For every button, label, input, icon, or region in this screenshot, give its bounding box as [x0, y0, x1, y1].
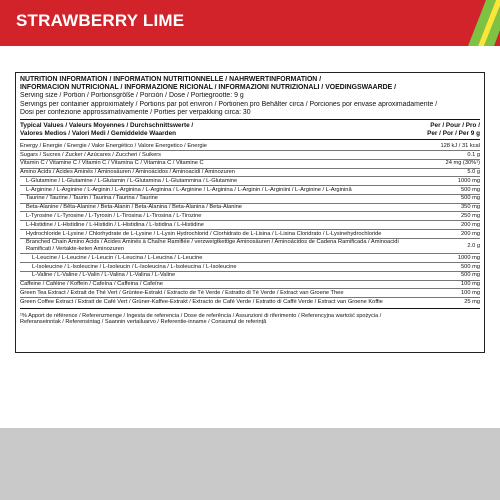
diagonal-stripes-decoration [440, 0, 500, 46]
servings-per-container-2: Dosi per confezione approssimativamente / Porties per verpakking circa: 30 [20, 108, 251, 116]
row-label: Sugars / Sucres / Zucker / Azúcares / Zuccheri / Suikers [20, 151, 161, 158]
row-label: L-Arginine / L-Arginine / L-Arginin / L-Arginina / L-Arginina / L-Arginine / L-Arginina / L-Arginin / L-Arginiini / L-Arginine / L-Arginină [26, 186, 352, 193]
table-row-valine [20, 272, 480, 280]
table-row-lysine [20, 230, 480, 238]
table-row-glutamine [20, 177, 480, 185]
servings-per-container-1: Servings per container approximately / Portions par pot environ / Portionen pro Behälter circa / Porciones por envase aproximadamente / [20, 100, 438, 108]
typical-values-label-2: Valores Medios / Valori Medi / Gemiddelde Waarden [20, 129, 177, 137]
column-header [20, 122, 480, 137]
table-row-energy [20, 142, 480, 150]
nutrition-heading [20, 76, 480, 117]
table-row-tyrosine [20, 212, 480, 220]
row-label: L-Histidine / L-Histidine / L-Histidin / L-Histidina / L-Istidina / L-Histidine [26, 221, 204, 228]
row-value: 24 mg (30%¹) [445, 160, 480, 167]
row-value: 1000 mg [457, 177, 480, 184]
table-row-isoleucine [20, 263, 480, 271]
row-label: L-Glutamine / L-Glutamine / L-Glutamin / L-Glutamina / L-Glutammina / L-Glutamine [26, 177, 238, 184]
row-value: 2.0 g [467, 242, 480, 249]
per-serving-label-2: Per / Por / Per 9 g [427, 129, 480, 137]
heading-line-1: NUTRITION INFORMATION / INFORMATION NUTRITIONNELLE / NÄHRWERTINFORMATION / [20, 76, 322, 83]
row-value: 200 mg [461, 221, 480, 228]
serving-size: Serving size / Portion / Portionsgröße / Porción / Dose / Portiegrootte: 9 g [20, 92, 244, 100]
table-row-beta-alanine [20, 204, 480, 212]
row-value: 100 mg [461, 281, 480, 288]
row-label: Caffeine / Caféine / Koffein / Cafeína / Caffeina / Cafeïne [20, 281, 163, 288]
table-row-histidine [20, 221, 480, 229]
table-row-caffeine [20, 281, 480, 289]
row-label: Green Tea Extract / Extrait de Thé Vert / Grüntee-Extrakt / Extracto de Té Verde / Estratto di Tè Verde / Extract van Groene Thee [20, 289, 344, 296]
per-serving-label-1: Per / Pour / Pro / [430, 122, 480, 130]
row-label: Vitamin C / Vitamine C / Vitamin C / Vitamina C / Vitamina C / Vitamine C [20, 160, 204, 167]
nutrition-rows [20, 142, 480, 306]
header-band [0, 0, 500, 46]
row-label: Amino Acids / Acides Aminés / Aminosäuren / Aminoácidos / Aminoacidi / Aminozuren [20, 169, 235, 176]
table-row-taurine [20, 195, 480, 203]
table-row-sugars [20, 151, 480, 159]
row-label: L-Isoleucine / L-Isoleucine / L-Isoleucin / L-Isoleucina / L-Isoleucina / L-Isoleucine [32, 263, 237, 270]
footer-band [0, 428, 500, 500]
row-label: Beta-Alanine / Bêta-Alanine / Beta-Alanin / Beta-Alanina / Beta-Alanina / Beta-Alanine [26, 204, 242, 211]
row-label: Green Coffee Extract / Extrait de Café Vert / Grüner-Kaffee-Extrakt / Extracto de Café Verde / Estratto di Caffè Verde / Extract van Groene Koffie [20, 298, 383, 305]
row-value: 5.0 g [467, 169, 480, 176]
row-value: 250 mg [461, 213, 480, 220]
row-label: L-Valine / L-Valine / L-Valin / L-Valina / L-Valina / L-Valine [32, 272, 176, 279]
row-value: 100 mg [461, 289, 480, 296]
divider [20, 308, 480, 309]
row-label: Energy / Énergie / Energie / Valor Energético / Valore Energetico / Energie [20, 142, 207, 149]
row-label: Taurine / Taurine / Taurin / Taurina / Taurina / Taurine [26, 195, 158, 202]
row-value: 500 mg [461, 195, 480, 202]
table-row-green-coffee [20, 298, 480, 306]
typical-values-label-1: Typical Values / Valeurs Moyennes / Durchschnittswerte / [20, 122, 194, 130]
divider [20, 119, 480, 120]
divider [20, 139, 480, 140]
row-value: 0.1 g [467, 151, 480, 158]
row-value: 500 mg [461, 186, 480, 193]
footnote-line-2: Referanseinntak / Referensintag / Saannin vertailuarvo / Referentie-inname / Consumul de referință [20, 319, 267, 326]
row-value: 500 mg [461, 263, 480, 270]
row-value: 200 mg [461, 230, 480, 237]
row-value: 500 mg [461, 272, 480, 279]
table-row-arginine [20, 186, 480, 194]
row-value: 350 mg [461, 204, 480, 211]
row-label: Hydrochloride L-Lysine / Chlorhydrate de L-Lysine / L-Lysin Hydrochlorid / Clorhidrato de L-Lisina / L-Lisina Cloridrato / L-Lysinehydrochloride [26, 230, 382, 237]
footnote-line-1: ¹% Apport de référence / Referenzmenge / Ingesta de referencia / Dose de referência / Assunzioni di riferimento / Referencyjna wartość spożycia / [20, 312, 382, 319]
footnote [20, 311, 480, 326]
row-label: Branched Chain Amino Acids / Acides Aminés à Chaîne Ramifiée / verzweigtkettige Aminosäuren / Aminoácidos de Cadena Ramificada / Aminoacidi Ramificati / Vertakte-keten Aminozuren [26, 239, 399, 252]
product-flavor-title: STRAWBERRY LIME [16, 11, 185, 30]
row-value: 1000 mg [457, 254, 480, 261]
table-row-leucine [20, 254, 480, 262]
table-row-bcaa [20, 239, 480, 253]
row-value: 25 mg [464, 298, 480, 305]
heading-line-2: INFORMACIÓN NUTRICIONAL / INFORMAZIONE RICIONAL / INFORMAZIONI NUTRIZIONALI / VOEDINGSWAARDE / [20, 84, 397, 92]
row-label: L-Leucine / L-Leucine / L-Leucin / L-Leucina / L-Leucina / L-Leucine [32, 254, 203, 261]
row-label: L-Tyrosine / L-Tyrosine / L-Tyrosin / L-Tirosina / L-Tirosina / L-Tirozine [26, 213, 202, 220]
table-row-amino-acids [20, 169, 480, 177]
table-row-green-tea [20, 289, 480, 297]
table-row-vitamin-c [20, 160, 480, 168]
row-value: 128 kJ / 31 kcal [440, 142, 480, 149]
nutrition-panel [15, 72, 485, 353]
